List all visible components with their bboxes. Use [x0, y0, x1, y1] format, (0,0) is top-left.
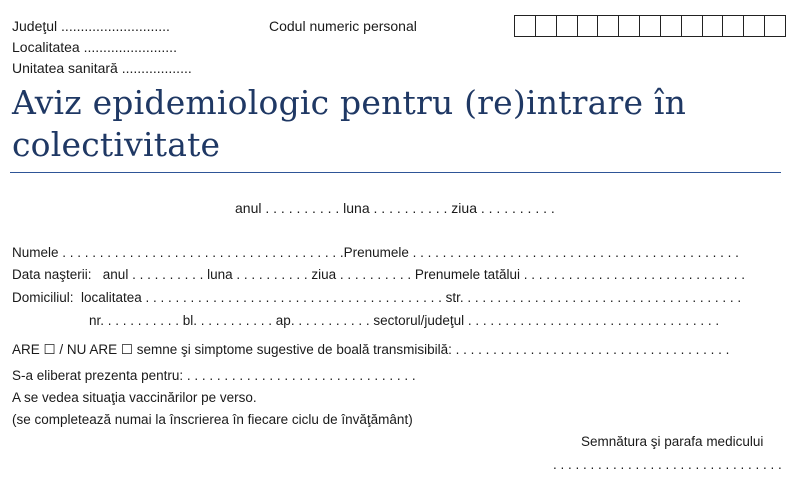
eliberat-pentru-line[interactable]: S-a eliberat prezenta pentru: . . . . . . . . . . . . . . . . . . . . . . . . . . . . . . .: [12, 368, 416, 383]
cnp-digit-box[interactable]: [557, 16, 578, 36]
cnp-digit-box[interactable]: [536, 16, 557, 36]
title-divider: [10, 172, 781, 173]
cnp-digit-box[interactable]: [703, 16, 724, 36]
cnp-digit-box[interactable]: [515, 16, 536, 36]
document-title: [12, 82, 772, 166]
nume-prenume-line[interactable]: Numele . . . . . . . . . . . . . . . . . . . . . . . . . . . . . . . . . . . . . .Prenumele . . . . . . . . . . . . . . . . . . . . . . . . . . . . . . . . . . . . . . . . . . . .: [12, 245, 739, 260]
judet-field[interactable]: Judeţul ............................: [12, 18, 170, 34]
vaccinari-note: A se vedea situaţia vaccinărilor pe verso.: [12, 390, 257, 405]
cnp-digit-box[interactable]: [723, 16, 744, 36]
localitatea-field[interactable]: Localitatea ........................: [12, 39, 177, 55]
semne-simptome-line[interactable]: ARE ☐ / NU ARE ☐ semne şi simptome sugestive de boală transmisibilă: . . . . . . . . . . . . . . . . . . . . . . . . . . . . . . . . . . . . .: [12, 342, 730, 357]
cnp-digit-box[interactable]: [619, 16, 640, 36]
signature-line[interactable]: . . . . . . . . . . . . . . . . . . . . . . . . . . . . . . .: [553, 457, 782, 472]
cnp-digit-box[interactable]: [598, 16, 619, 36]
cnp-digit-box[interactable]: [661, 16, 682, 36]
title-line-2: colectivitate: [12, 125, 221, 164]
cnp-digit-box[interactable]: [744, 16, 765, 36]
signature-label: Semnătura şi parafa medicului: [581, 434, 764, 449]
cnp-digit-box[interactable]: [682, 16, 703, 36]
cnp-label: Codul numeric personal: [269, 18, 417, 34]
ciclu-note: (se completează numai la înscrierea în fiecare ciclu de învăţământ): [12, 412, 413, 427]
title-line-1: Aviz epidemiologic pentru (re)intrare în: [12, 83, 687, 122]
data-nasterii-line[interactable]: Data naşterii: anul . . . . . . . . . . luna . . . . . . . . . . ziua . . . . . . . . . . Prenumele tatălui . . . . . . . . . . . . . . . . . . . . . . . . . . . . . .: [12, 267, 746, 282]
cnp-boxes[interactable]: [514, 15, 786, 37]
cnp-digit-box[interactable]: [578, 16, 599, 36]
adresa-line[interactable]: nr. . . . . . . . . . . bl. . . . . . . . . . . ap. . . . . . . . . . . sectorul/judeţul . . . . . . . . . . . . . . . . . . . . . . . . . . . . . . . . . .: [89, 313, 720, 328]
cnp-digit-box[interactable]: [640, 16, 661, 36]
domiciliul-line[interactable]: Domiciliul: localitatea . . . . . . . . . . . . . . . . . . . . . . . . . . . . . . . . . . . . . . . . str. . . . . . . . . . . . . . . . . . . . . . . . . . . . . . . . . . . . . .: [12, 290, 742, 305]
issue-date-line[interactable]: anul . . . . . . . . . . luna . . . . . . . . . . ziua . . . . . . . . . .: [235, 200, 555, 216]
unitatea-sanitara-field[interactable]: Unitatea sanitară ..................: [12, 60, 192, 76]
cnp-digit-box[interactable]: [765, 16, 785, 36]
